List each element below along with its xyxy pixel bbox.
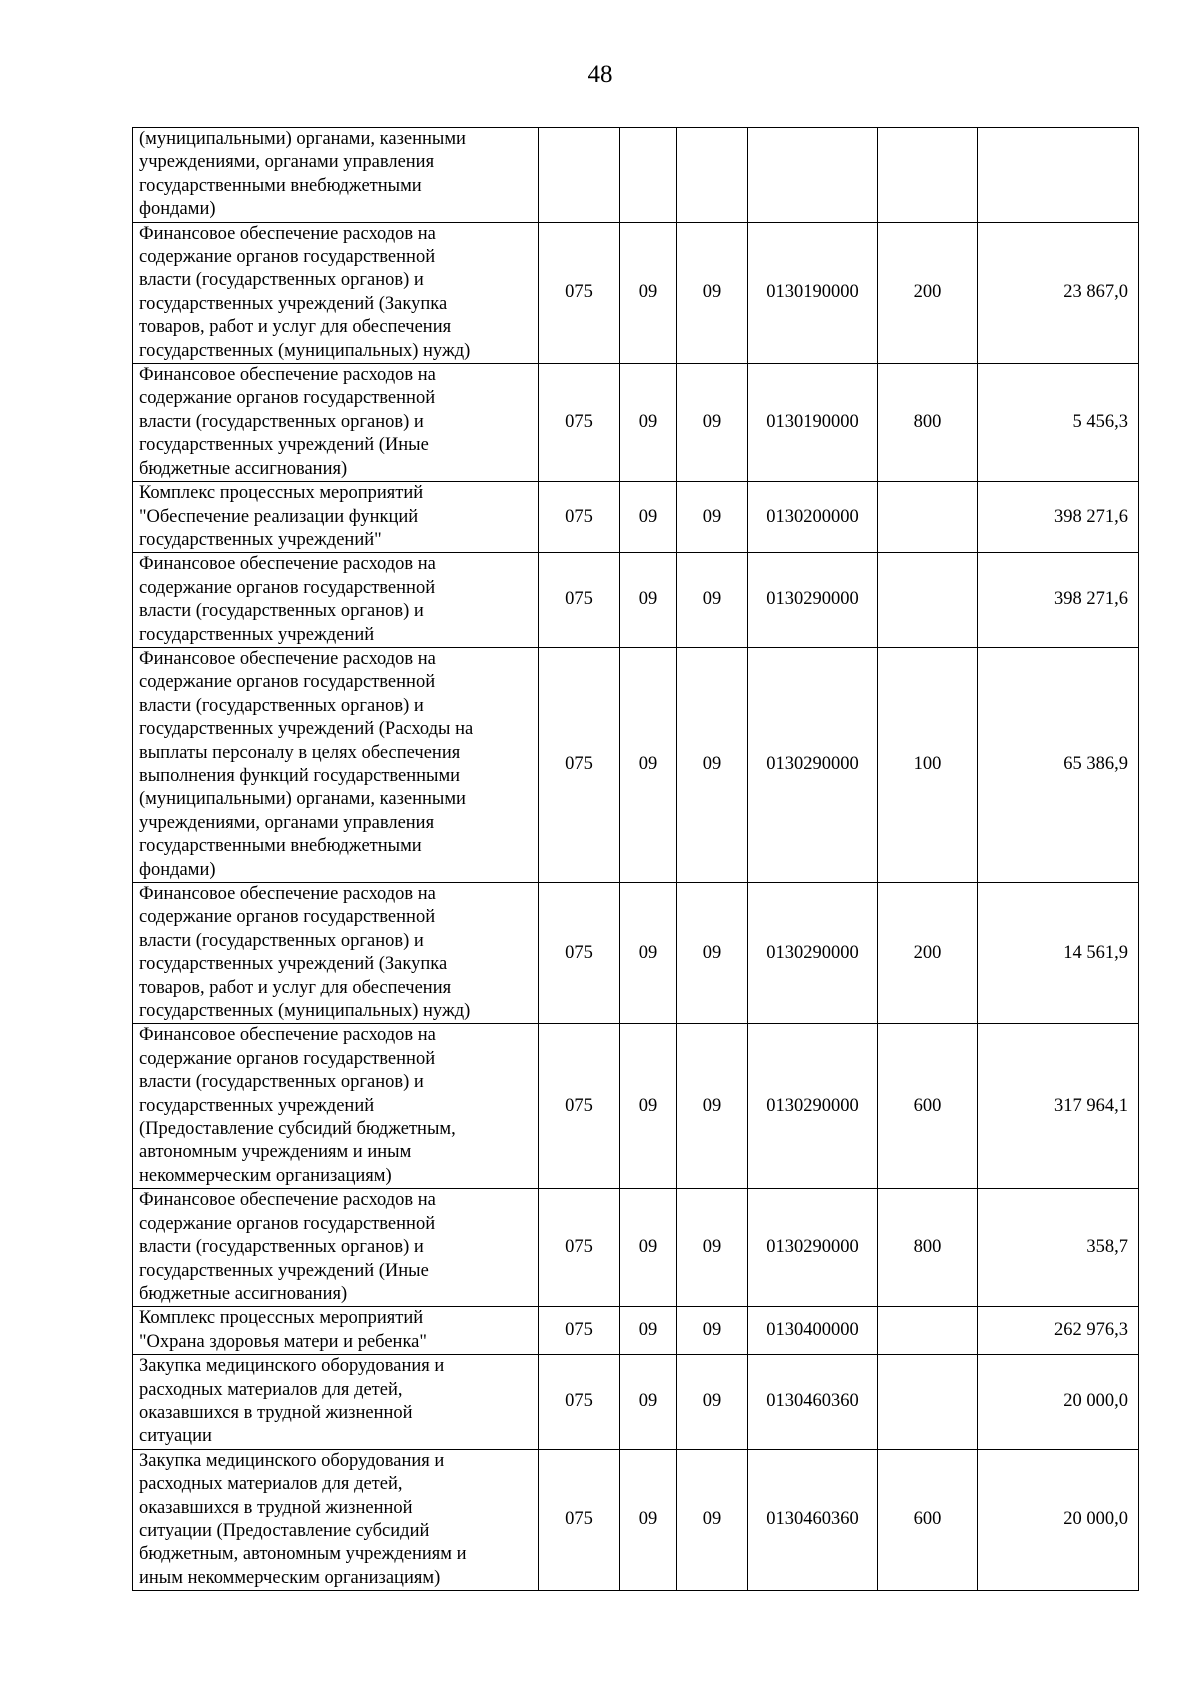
amount	[978, 128, 1139, 223]
target-article-code: 0130200000	[748, 482, 878, 553]
expense-type-code: 100	[878, 647, 978, 882]
section-code: 09	[620, 1355, 677, 1450]
row-description: Финансовое обеспечение расходов на содержание органов государственной власти (государственных органов) и государственных учреждений (Иные бюджетные ассигнования)	[133, 364, 539, 482]
target-article-code: 0130290000	[748, 883, 878, 1024]
row-description: Финансовое обеспечение расходов на содержание органов государственной власти (государственных органов) и государственных учреждений (Предоставление субсидий бюджетным, автономным учреждениям и иным некоммерческим организациям)	[133, 1024, 539, 1189]
table-row	[133, 553, 1139, 648]
amount: 14 561,9	[978, 883, 1139, 1024]
section-code	[620, 128, 677, 223]
ministry-code: 075	[539, 1355, 620, 1450]
row-description: Финансовое обеспечение расходов на содержание органов государственной власти (государственных органов) и государственных учреждений (Расходы на выплаты персоналу в целях обеспечения выполнения функций государственными (муниципальными) органами, казенными учреждениями, органами управления государственными внебюджетными фондами)	[133, 647, 539, 882]
target-article-code: 0130460360	[748, 1449, 878, 1590]
expense-type-code: 600	[878, 1449, 978, 1590]
table-row	[133, 1449, 1139, 1590]
row-description: Финансовое обеспечение расходов на содержание органов государственной власти (государственных органов) и государственных учреждений	[133, 553, 539, 648]
target-article-code: 0130290000	[748, 553, 878, 648]
subsection-code: 09	[677, 1189, 748, 1307]
amount: 65 386,9	[978, 647, 1139, 882]
row-description: Финансовое обеспечение расходов на содержание органов государственной власти (государственных органов) и государственных учреждений (Иные бюджетные ассигнования)	[133, 1189, 539, 1307]
table-row	[133, 222, 1139, 363]
subsection-code: 09	[677, 553, 748, 648]
ministry-code: 075	[539, 364, 620, 482]
target-article-code: 0130190000	[748, 364, 878, 482]
subsection-code: 09	[677, 1449, 748, 1590]
page-number: 48	[587, 61, 613, 88]
row-description: Комплекс процессных мероприятий "Обеспечение реализации функций государственных учреждений"	[133, 482, 539, 553]
table-row	[133, 482, 1139, 553]
expense-type-code: 200	[878, 883, 978, 1024]
expense-type-code: 800	[878, 364, 978, 482]
ministry-code: 075	[539, 1189, 620, 1307]
row-description: Закупка медицинского оборудования и расходных материалов для детей, оказавшихся в трудной жизненной ситуации	[133, 1355, 539, 1450]
ministry-code: 075	[539, 1307, 620, 1355]
table-row	[133, 647, 1139, 882]
target-article-code: 0130290000	[748, 1024, 878, 1189]
amount: 398 271,6	[978, 482, 1139, 553]
section-code: 09	[620, 222, 677, 363]
section-code: 09	[620, 1307, 677, 1355]
ministry-code: 075	[539, 1024, 620, 1189]
amount: 358,7	[978, 1189, 1139, 1307]
ministry-code: 075	[539, 482, 620, 553]
table-row	[133, 364, 1139, 482]
target-article-code: 0130190000	[748, 222, 878, 363]
expense-type-code	[878, 1307, 978, 1355]
ministry-code	[539, 128, 620, 223]
ministry-code: 075	[539, 647, 620, 882]
target-article-code: 0130400000	[748, 1307, 878, 1355]
subsection-code: 09	[677, 1024, 748, 1189]
table-row	[133, 883, 1139, 1024]
ministry-code: 075	[539, 553, 620, 648]
table-row	[133, 1307, 1139, 1355]
ministry-code: 075	[539, 1449, 620, 1590]
subsection-code: 09	[677, 222, 748, 363]
table-row	[133, 1024, 1139, 1189]
row-description: Финансовое обеспечение расходов на содержание органов государственной власти (государственных органов) и государственных учреждений (Закупка товаров, работ и услуг для обеспечения государственных (муниципальных) нужд)	[133, 883, 539, 1024]
expense-type-code	[878, 1355, 978, 1450]
section-code: 09	[620, 482, 677, 553]
amount: 262 976,3	[978, 1307, 1139, 1355]
ministry-code: 075	[539, 222, 620, 363]
amount: 20 000,0	[978, 1449, 1139, 1590]
budget-table	[132, 127, 1139, 1591]
row-description: Закупка медицинского оборудования и расходных материалов для детей, оказавшихся в трудной жизненной ситуации (Предоставление субсидий бюджетным, автономным учреждениям и иным некоммерческим организациям)	[133, 1449, 539, 1590]
target-article-code: 0130290000	[748, 647, 878, 882]
section-code: 09	[620, 553, 677, 648]
amount: 20 000,0	[978, 1355, 1139, 1450]
row-description: (муниципальными) органами, казенными учреждениями, органами управления государственными внебюджетными фондами)	[133, 128, 539, 223]
subsection-code: 09	[677, 482, 748, 553]
expense-type-code	[878, 553, 978, 648]
subsection-code: 09	[677, 364, 748, 482]
subsection-code: 09	[677, 1307, 748, 1355]
table-row	[133, 128, 1139, 223]
section-code: 09	[620, 1024, 677, 1189]
table-row	[133, 1355, 1139, 1450]
subsection-code: 09	[677, 883, 748, 1024]
row-description: Комплекс процессных мероприятий "Охрана здоровья матери и ребенка"	[133, 1307, 539, 1355]
expense-type-code: 600	[878, 1024, 978, 1189]
subsection-code	[677, 128, 748, 223]
target-article-code: 0130290000	[748, 1189, 878, 1307]
target-article-code: 0130460360	[748, 1355, 878, 1450]
expense-type-code	[878, 128, 978, 223]
section-code: 09	[620, 883, 677, 1024]
subsection-code: 09	[677, 647, 748, 882]
amount: 23 867,0	[978, 222, 1139, 363]
ministry-code: 075	[539, 883, 620, 1024]
row-description: Финансовое обеспечение расходов на содержание органов государственной власти (государственных органов) и государственных учреждений (Закупка товаров, работ и услуг для обеспечения государственных (муниципальных) нужд)	[133, 222, 539, 363]
section-code: 09	[620, 647, 677, 882]
expense-type-code	[878, 482, 978, 553]
section-code: 09	[620, 1449, 677, 1590]
section-code: 09	[620, 364, 677, 482]
table-row	[133, 1189, 1139, 1307]
subsection-code: 09	[677, 1355, 748, 1450]
amount: 5 456,3	[978, 364, 1139, 482]
section-code: 09	[620, 1189, 677, 1307]
target-article-code	[748, 128, 878, 223]
expense-type-code: 800	[878, 1189, 978, 1307]
amount: 317 964,1	[978, 1024, 1139, 1189]
expense-type-code: 200	[878, 222, 978, 363]
amount: 398 271,6	[978, 553, 1139, 648]
